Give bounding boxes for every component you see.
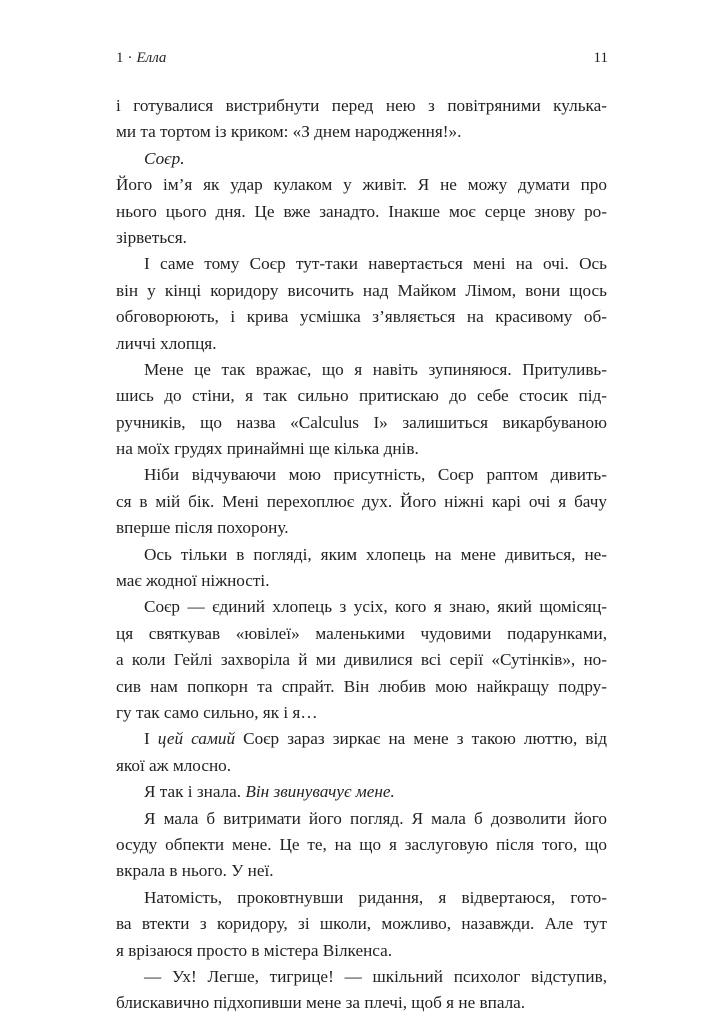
text-line xyxy=(116,647,607,673)
text-segment: Я мала б витримати його погляд. Я мала б дозволити його xyxy=(144,808,607,828)
text-line xyxy=(116,621,607,647)
text-line xyxy=(116,674,607,700)
text-segment: личчі хлопця. xyxy=(116,333,217,353)
text-line xyxy=(116,331,607,357)
italic-text: цей самий xyxy=(157,729,236,749)
text-segment: на моїх грудях принаймні ще кілька днів. xyxy=(116,439,419,459)
text-line xyxy=(116,726,607,752)
text-line xyxy=(116,515,607,541)
text-line xyxy=(116,225,607,251)
text-segment: ся в мій бік. Мені перехоплює дух. Його ніжні карі очі я бачу xyxy=(116,491,607,511)
text-segment: Соєр — єдиний хлопець з усіх, кого я знаю, який щомісяц- xyxy=(144,597,607,617)
text-segment: ми та тортом із криком: «З днем народження!». xyxy=(116,122,462,142)
text-line xyxy=(116,436,607,462)
page-number: 11 xyxy=(593,50,608,66)
text-line xyxy=(116,119,607,145)
text-segment: осуду обпекти мене. Це те, на що я заслуговую після того, що xyxy=(116,834,607,854)
text-segment: ручників, що назва «Calculus I» залишиться викарбуваною xyxy=(116,412,607,432)
text-line xyxy=(116,251,607,277)
text-segment: Його ім’я як удар кулаком у живіт. Я не можу думати про xyxy=(116,175,607,195)
text-line xyxy=(116,990,607,1016)
chapter-number: 1 xyxy=(116,50,124,66)
text-line xyxy=(116,489,607,515)
text-segment: обговорюють, і крива усмішка з’являється на красивому об- xyxy=(116,307,607,327)
italic-text: Соєр. xyxy=(144,148,185,168)
text-segment: гу так само сильно, як і я… xyxy=(116,702,318,722)
text-segment: шись до стіни, я так сильно притискаю до себе стосик під- xyxy=(116,386,607,406)
text-line xyxy=(116,172,607,198)
text-line xyxy=(116,964,607,990)
chapter-name: Елла xyxy=(136,50,167,66)
text-segment: Мене це так вражає, що я навіть зупиняюся. Притуливь- xyxy=(144,359,607,379)
text-segment: нього цього дня. Це вже занадто. Інакше моє серце знову ро- xyxy=(116,201,607,221)
text-segment: сив нам попкорн та спрайт. Він любив мою найкращу подру- xyxy=(116,676,607,696)
text-segment: Я так і знала. xyxy=(144,782,246,802)
text-line xyxy=(116,568,607,594)
text-segment: вкрала в нього. У неї. xyxy=(116,861,274,881)
text-segment: а коли Гейлі захворіла й ми дивилися всі серії «Сутінків», но- xyxy=(116,650,607,670)
text-segment: я врізаюся просто в містера Вілкенса. xyxy=(116,940,393,960)
chapter-label xyxy=(116,50,166,67)
text-line xyxy=(116,93,607,119)
text-line xyxy=(116,304,607,330)
text-line xyxy=(116,806,607,832)
text-segment: ва втекти з коридору, зі школи, можливо, назавжди. Але тут xyxy=(116,914,607,934)
text-line xyxy=(116,410,607,436)
text-line xyxy=(116,911,607,937)
text-line xyxy=(116,700,607,726)
text-segment: І xyxy=(144,729,158,749)
text-line xyxy=(116,278,607,304)
text-segment: Ось тільки в погляді, яким хлопець на мене дивиться, не- xyxy=(144,544,607,564)
text-segment: Натомість, проковтнувши ридання, я відвертаюся, гото- xyxy=(144,887,607,907)
text-line xyxy=(116,779,607,805)
text-segment: Ніби відчуваючи мою присутність, Соєр раптом дивить- xyxy=(144,465,607,485)
text-line xyxy=(116,832,607,858)
text-segment: І саме тому Соєр тут-таки навертається мені на очі. Ось xyxy=(144,254,607,274)
text-segment: ця святкував «ювілеї» маленькими чудовими подарунками, xyxy=(116,623,607,643)
text-line xyxy=(116,885,607,911)
text-line xyxy=(116,858,607,884)
text-line xyxy=(116,357,607,383)
running-head xyxy=(116,50,608,72)
text-line xyxy=(116,938,607,964)
text-segment: — Ух! Легше, тигрице! — шкільний психолог відступив, xyxy=(144,966,607,986)
text-segment: блискавично підхопивши мене за плечі, щоб я не впала. xyxy=(116,993,526,1013)
text-line xyxy=(116,594,607,620)
text-segment: має жодної ніжності. xyxy=(116,571,270,591)
text-segment: і готувалися вистрибнути перед нею з повітряними кулька- xyxy=(116,96,607,115)
text-line xyxy=(116,383,607,409)
text-segment: якої аж млосно. xyxy=(116,755,232,775)
chapter-separator: · xyxy=(127,50,133,66)
text-line xyxy=(116,753,607,779)
body-text xyxy=(116,93,607,1017)
text-segment: він у кінці коридору височить над Майком Лімом, вони щось xyxy=(116,280,607,300)
italic-text: Він звинувачує мене. xyxy=(245,782,395,802)
text-line xyxy=(116,146,607,172)
text-segment: зірветься. xyxy=(116,227,187,247)
text-segment: Соєр зараз зиркає на мене з такою люттю, від xyxy=(235,729,607,749)
text-line xyxy=(116,542,607,568)
text-segment: вперше після похорону. xyxy=(116,518,289,538)
text-line xyxy=(116,199,607,225)
text-line xyxy=(116,462,607,488)
